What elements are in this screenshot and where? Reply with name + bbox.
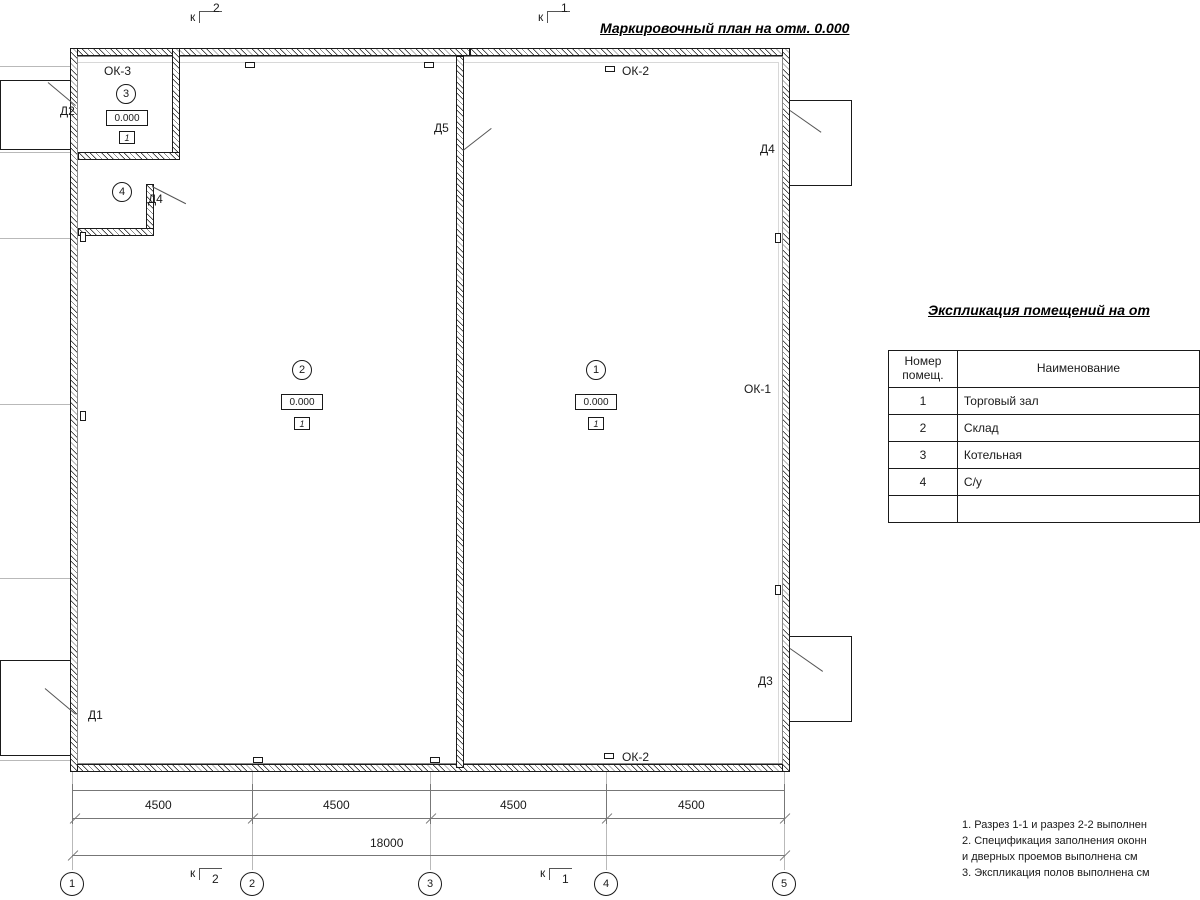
door-label-d4-right: Д4 [760, 142, 775, 156]
window-opening [424, 62, 434, 68]
wall-inner-face-left [77, 56, 78, 764]
dimension-chain-line-1 [72, 790, 785, 791]
table-row [889, 387, 1200, 414]
table-row [889, 441, 1200, 468]
room-number-2: 2 [292, 360, 312, 380]
section-mark-1-top-label: 1 [561, 1, 568, 15]
axis-bubble-2: 2 [240, 872, 264, 896]
room-level-3: 0.000 [106, 110, 148, 126]
window-label-ok1: ОК-1 [744, 382, 771, 396]
window-opening [245, 62, 255, 68]
table-row [889, 414, 1200, 441]
door-leaf-d5 [463, 128, 492, 151]
construction-line [778, 62, 779, 772]
window-opening [604, 753, 614, 759]
room-number-4: 4 [112, 182, 132, 202]
section-mark-2-bottom-line [200, 868, 222, 869]
table-cell-number: 1 [889, 387, 958, 414]
table-header-name: Наименование [957, 351, 1199, 388]
table-header-number-line1: Номер [904, 354, 942, 368]
wall-inner-face-top [78, 56, 782, 57]
porch-right-bottom [790, 636, 852, 722]
axis-bubble-1: 1 [60, 872, 84, 896]
partition-wc-horizontal [78, 228, 154, 236]
section-mark-2-top-tick [199, 11, 200, 23]
dimension-segment-4: 4500 [678, 798, 705, 812]
axis-grid-line [0, 404, 70, 405]
section-mark-1-bottom-label: 1 [562, 872, 569, 886]
axis-bubble-3: 3 [418, 872, 442, 896]
dimension-segment-3: 4500 [500, 798, 527, 812]
door-label-d2: Д2 [60, 104, 75, 118]
table-row [889, 468, 1200, 495]
notes-block [962, 818, 1150, 882]
axis-bubble-4: 4 [594, 872, 618, 896]
table-header-number [889, 351, 958, 388]
table-cell-number: 4 [889, 468, 958, 495]
note-line-1: 1. Разрез 1-1 и разрез 2-2 выполнен [962, 819, 1147, 831]
note-line-4: 3. Экспликация полов выполнена см [962, 866, 1150, 879]
room-spec-table [888, 350, 1200, 523]
axis-grid-line [0, 238, 70, 239]
table-cell-name [957, 495, 1199, 522]
room-floor-type-1: 1 [588, 417, 604, 430]
window-label-ok2-bottom: ОК-2 [622, 750, 649, 764]
wall-right [782, 48, 790, 772]
table-cell-number [889, 495, 958, 522]
wall-bottom [70, 764, 790, 772]
wall-top-right [470, 48, 790, 56]
window-opening [430, 757, 440, 763]
room-level-1: 0.000 [575, 394, 617, 410]
table-cell-name: Котельная [957, 441, 1199, 468]
section-mark-1-bottom: к [540, 866, 546, 880]
table-cell-name: С/у [957, 468, 1199, 495]
table-header-row [889, 351, 1200, 388]
window-opening [253, 757, 263, 763]
room-floor-type-3: 1 [119, 131, 135, 144]
wall-inner-face-bottom [78, 763, 782, 764]
axis-grid-line [0, 578, 70, 579]
note-line-2: 2. Спецификация заполнения оконн [962, 834, 1147, 847]
axis-grid-line [0, 66, 70, 67]
section-mark-2-bottom-tick [199, 868, 200, 880]
table-cell-name: Склад [957, 414, 1199, 441]
wall-inner-face-right [782, 56, 783, 764]
table-cell-number: 2 [889, 414, 958, 441]
window-opening [775, 233, 781, 243]
porch-right-top [790, 100, 852, 186]
partition-boiler-horizontal [78, 152, 180, 160]
partition-main-vertical [456, 56, 464, 768]
window-opening [80, 411, 86, 421]
room-number-3: 3 [116, 84, 136, 104]
table-row [889, 495, 1200, 522]
window-label-ok3: ОК-3 [104, 64, 131, 78]
section-mark-1-bottom-line [550, 868, 572, 869]
axis-grid-line [0, 152, 70, 153]
section-mark-1-top: к [538, 10, 544, 24]
wall-top-left [70, 48, 470, 56]
window-opening [775, 585, 781, 595]
section-mark-2-top-label: 2 [213, 1, 220, 15]
door-label-d1: Д1 [88, 708, 103, 722]
dimension-segment-1: 4500 [145, 798, 172, 812]
dimension-chain-line-total [72, 855, 785, 856]
window-label-ok2-top: ОК-2 [622, 64, 649, 78]
section-mark-1-bottom-tick [549, 868, 550, 880]
note-line-3: и дверных проемов выполнена см [962, 850, 1138, 863]
room-number-1: 1 [586, 360, 606, 380]
room-floor-type-2: 1 [294, 417, 310, 430]
room-level-2: 0.000 [281, 394, 323, 410]
section-mark-2-top: к [190, 10, 196, 24]
spec-title: Экспликация помещений на от [928, 302, 1150, 318]
plan-title: Маркировочный план на отм. 0.000 [600, 20, 850, 36]
window-opening [605, 66, 615, 72]
section-mark-2-bottom-label: 2 [212, 872, 219, 886]
section-mark-2-bottom: к [190, 866, 196, 880]
section-mark-1-top-tick [547, 11, 548, 23]
table-cell-number: 3 [889, 441, 958, 468]
partition-boiler-vertical [172, 48, 180, 160]
axis-bubble-5: 5 [772, 872, 796, 896]
table-header-number-line2: помещ. [902, 367, 944, 382]
porch-left-bottom [0, 660, 70, 756]
door-label-d3: Д3 [758, 674, 773, 688]
dimension-total: 18000 [370, 836, 404, 850]
table-cell-name: Торговый зал [957, 387, 1199, 414]
door-label-d5: Д5 [434, 121, 449, 135]
window-opening [80, 232, 86, 242]
door-label-d4-wc: Д4 [148, 192, 163, 206]
dimension-segment-2: 4500 [323, 798, 350, 812]
axis-grid-line [0, 760, 70, 761]
